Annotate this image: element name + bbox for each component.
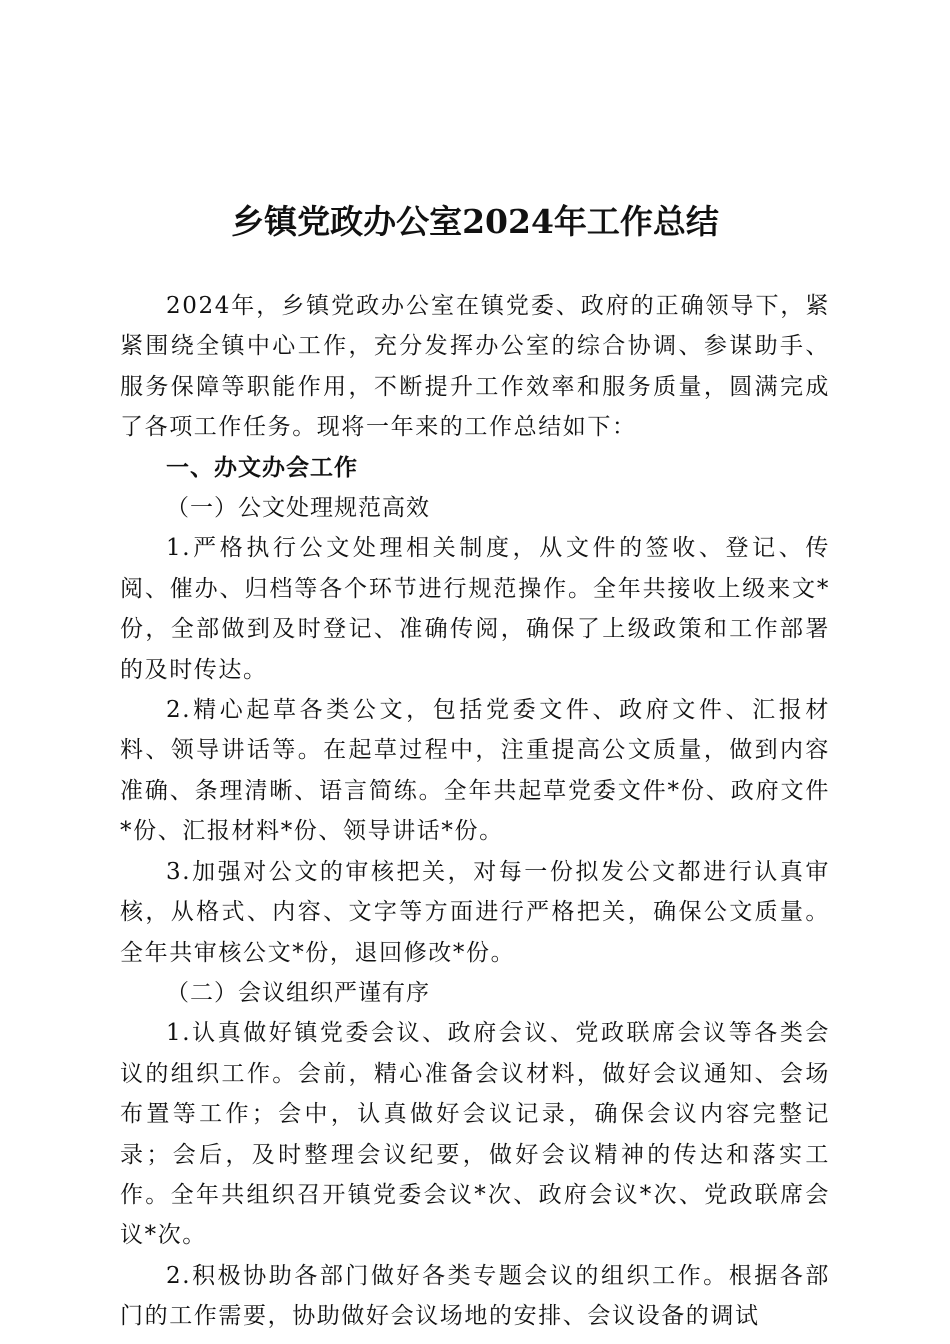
paragraph: 3.加强对公文的审核把关，对每一份拟发公文都进行认真审核，从格式、内容、文字等方面进行严格把关，确保公文质量。全年共审核公文*份，退回修改*份。: [120, 858, 830, 966]
paragraph: 2.精心起草各类公文，包括党委文件、政府文件、汇报材料、领导讲话等。在起草过程中，注重提高公文质量，做到内容准确、条理清晰、语言简练。全年共起草党委文件*份、政府文件*份、汇报材料*份、领导讲话*份。: [120, 697, 830, 845]
subsection-heading-2: （二）会议组织严谨有序: [166, 979, 430, 1006]
document-body: [120, 286, 830, 1337]
intro-paragraph: 2024年，乡镇党政办公室在镇党委、政府的正确领导下，紧紧围绕全镇中心工作，充分发挥办公室的综合协调、参谋助手、服务保障等职能作用，不断提升工作效率和服务质量，圆满完成了各项工作任务。现将一年来的工作总结如下：: [120, 293, 830, 441]
paragraph: 1.严格执行公文处理相关制度，从文件的签收、登记、传阅、催办、归档等各个环节进行规范操作。全年共接收上级来文*份，全部做到及时登记、准确传阅，确保了上级政策和工作部署的及时传达。: [120, 535, 830, 683]
paragraph: 2.积极协助各部门做好各类专题会议的组织工作。根据各部门的工作需要，协助做好会议场地的安排、会议设备的调试: [120, 1262, 830, 1330]
document-title: 乡镇党政办公室2024年工作总结: [231, 202, 719, 241]
subsection-heading-1: （一）公文处理规范高效: [166, 495, 430, 522]
section-heading-1: 一、办文办会工作: [166, 453, 358, 481]
paragraph: 1.认真做好镇党委会议、政府会议、党政联席会议等各类会议的组织工作。会前，精心准备会议材料，做好会议通知、会场布置等工作；会中，认真做好会议记录，确保会议内容完整记录；会后，及时整理会议纪要，做好会议精神的传达和落实工作。全年共组织召开镇党委会议*次、政府会议*次、党政联席会议*次。: [120, 1020, 830, 1249]
